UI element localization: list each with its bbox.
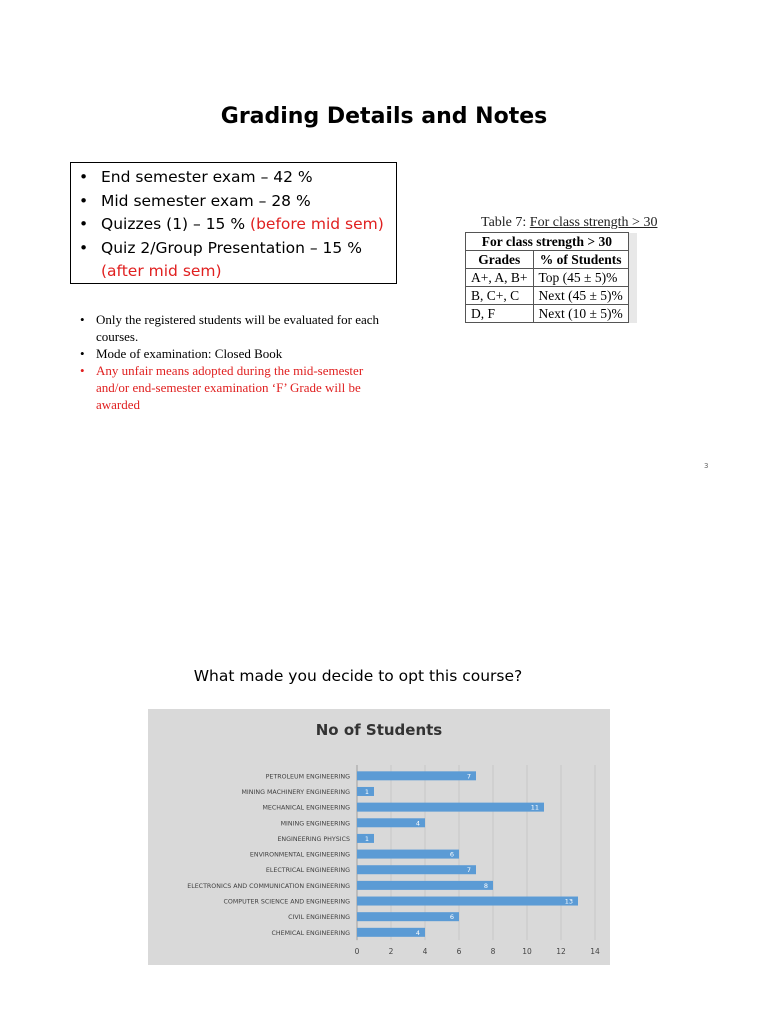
chart-category-label: CIVIL ENGINEERING [288, 914, 350, 922]
grading-weight-item [71, 213, 396, 237]
chart-category-label: PETROLEUM ENGINEERING [265, 773, 350, 781]
bullet-icon: • [79, 168, 89, 186]
chart-data-label: 4 [415, 928, 420, 937]
chart-data-label: 4 [415, 819, 420, 828]
grade-table-caption-prefix: Table 7: [481, 215, 530, 230]
chart-category-label: ENGINEERING PHYSICS [277, 835, 350, 843]
grade-table-caption [481, 215, 657, 231]
chart-bar [357, 818, 425, 827]
chart-bar [357, 850, 459, 859]
grading-weight-text: Quiz 2/Group Presentation – 15 % [101, 238, 362, 257]
chart-data-label: 8 [483, 881, 488, 890]
chart-x-tick-label: 2 [388, 947, 394, 957]
chart-category-label: ELECTRONICS AND COMMUNICATION ENGINEERING [187, 882, 350, 890]
grade-table-header: For class strength > 30 [466, 233, 629, 251]
chart-svg [148, 709, 610, 965]
grade-table-row [466, 287, 638, 305]
grading-weight-note: (after mid sem) [101, 262, 222, 280]
chart-category-label: MINING ENGINEERING [280, 820, 350, 828]
grade-table-row [466, 305, 638, 323]
chart-data-label: 6 [449, 913, 454, 922]
grading-weight-text: Quizzes (1) – 15 % [101, 215, 251, 233]
chart-category-label: MINING MACHINERY ENGINEERING [241, 788, 350, 796]
chart-x-tick-label: 6 [456, 947, 462, 957]
grading-weight-item [71, 190, 396, 214]
bullet-icon: • [80, 346, 85, 361]
chart-category-label: ELECTRICAL ENGINEERING [265, 867, 350, 875]
bullet-icon: • [79, 238, 89, 257]
chart-x-tick-label: 12 [556, 947, 566, 957]
grade-table-col-percent: % of Students [533, 251, 628, 269]
grade-table-header-row [466, 233, 638, 251]
chart-x-tick-label: 8 [490, 947, 496, 957]
chart-data-label: 13 [564, 897, 573, 906]
exam-note-text: Only the registered students will be evaluated for each courses. [96, 312, 380, 344]
grading-weight-note: (before mid sem) [250, 215, 384, 233]
grade-table-margin [628, 269, 637, 287]
grade-table-column-row [466, 251, 638, 269]
chart-data-label: 1 [364, 834, 369, 843]
grade-table-caption-link: For class strength > 30 [529, 215, 658, 230]
chart-category-label: CHEMICAL ENGINEERING [271, 929, 350, 937]
chart-category-label: ENVIRONMENTAL ENGINEERING [249, 851, 350, 859]
chart-bar [357, 865, 476, 874]
grade-cell: D, F [466, 305, 534, 323]
grading-weight-item [71, 237, 396, 284]
exam-note-item [78, 311, 398, 345]
chart-x-tick-label: 4 [422, 947, 428, 957]
chart-bar [357, 771, 476, 780]
percent-cell: Next (45 ± 5)% [533, 287, 628, 305]
grade-table-margin [628, 251, 637, 269]
chart-bar [357, 912, 459, 921]
page-number: 3 [704, 462, 709, 470]
grade-table-margin [628, 287, 637, 305]
bullet-icon: • [79, 215, 89, 233]
chart-bar [357, 897, 578, 906]
grade-table-row [466, 269, 638, 287]
bullet-icon: • [80, 363, 85, 378]
grading-weight-item [71, 166, 396, 190]
bullet-icon: • [79, 191, 89, 210]
grade-cell: A+, A, B+ [466, 269, 534, 287]
chart-data-label: 1 [364, 787, 369, 796]
exam-note-item [78, 362, 398, 413]
grading-weight-text: End semester exam – 42 % [101, 168, 313, 186]
grade-table-margin [628, 233, 637, 251]
chart-x-tick-label: 14 [590, 947, 600, 957]
exam-note-text: Mode of examination: Closed Book [96, 346, 283, 361]
page-title: Grading Details and Notes [220, 104, 548, 129]
chart-x-tick-label: 10 [522, 947, 532, 957]
percent-cell: Next (10 ± 5)% [533, 305, 628, 323]
chart-data-label: 7 [466, 866, 471, 875]
exam-notes-list [78, 311, 398, 413]
chart-data-label: 6 [449, 850, 454, 859]
chart-category-label: COMPUTER SCIENCE AND ENGINEERING [223, 898, 350, 906]
chart-x-tick-label: 0 [354, 947, 360, 957]
grade-table-margin [628, 305, 637, 323]
survey-question: What made you decide to opt this course? [193, 667, 523, 685]
exam-note-text: Any unfair means adopted during the mid-semester and/or end-semester examination ‘F’ Grade will be awarded [96, 363, 364, 412]
bullet-icon: • [80, 312, 85, 327]
grade-cell: B, C+, C [466, 287, 534, 305]
exam-note-item [78, 345, 398, 362]
chart-bar [357, 803, 544, 812]
grade-table-col-grades: Grades [466, 251, 534, 269]
grading-weight-text: Mid semester exam – 28 % [101, 191, 311, 210]
chart-bar [357, 881, 493, 890]
students-bar-chart [148, 709, 610, 965]
grading-weights-list [71, 163, 396, 284]
grading-weights-box [70, 162, 397, 284]
chart-title: No of Students [315, 721, 443, 739]
percent-cell: Top (45 ± 5)% [533, 269, 628, 287]
chart-category-label: MECHANICAL ENGINEERING [262, 804, 350, 812]
chart-bar [357, 928, 425, 937]
chart-data-label: 11 [530, 803, 539, 812]
grade-distribution-table [465, 232, 638, 323]
chart-data-label: 7 [466, 772, 471, 781]
